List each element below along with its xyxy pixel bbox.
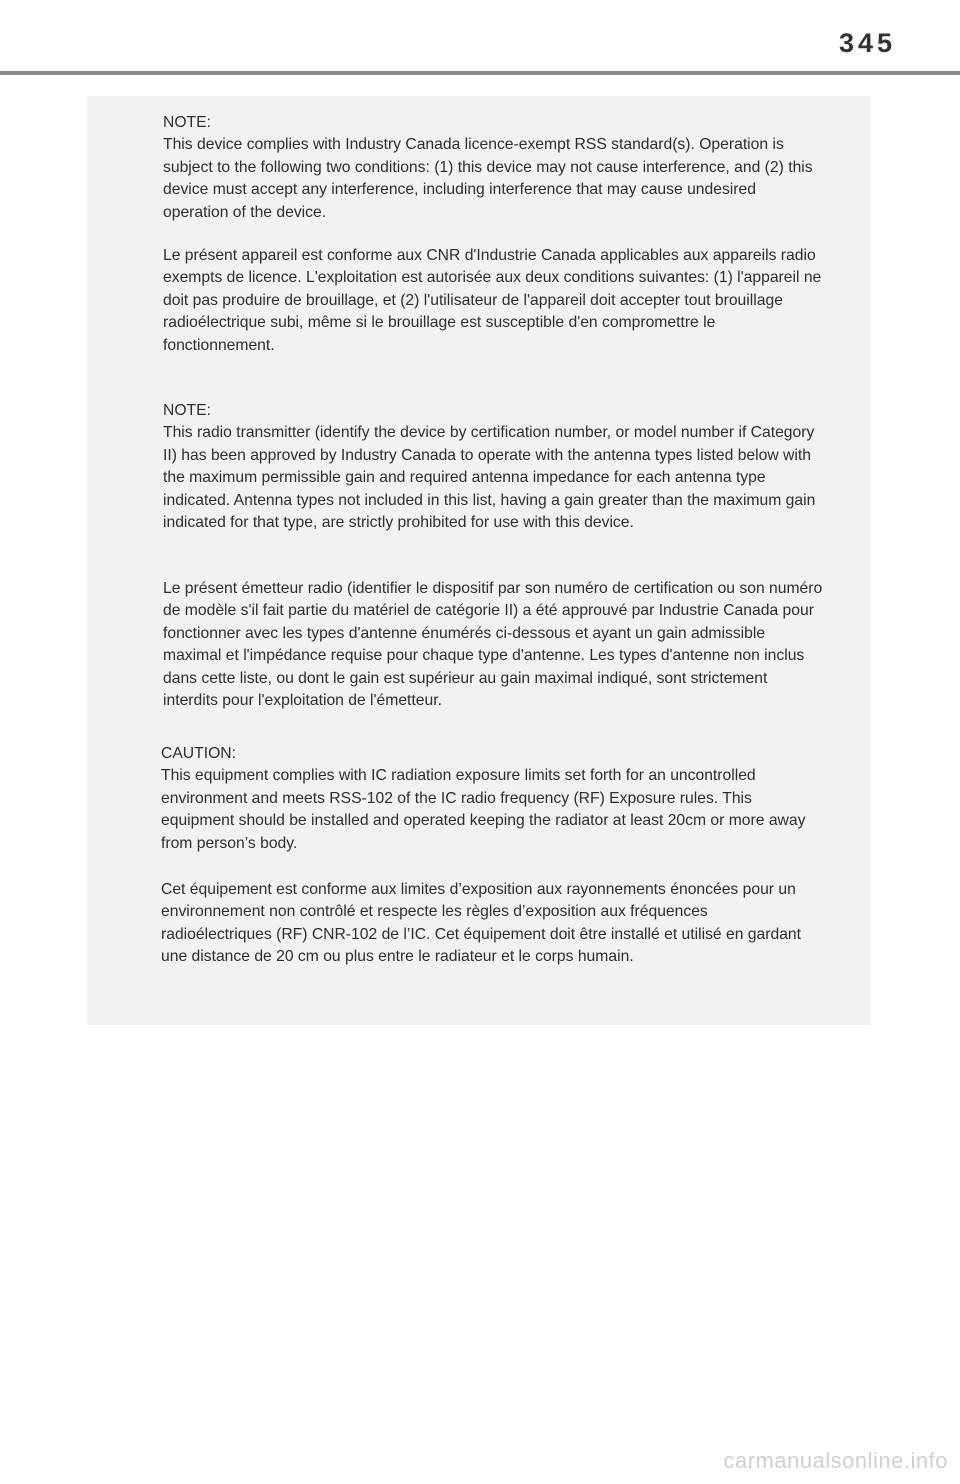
note-2-heading: NOTE: (163, 402, 211, 419)
caution-french-text: Cet équipement est conforme aux limites d’exposition aux rayonnements énoncées pour un environnement non contrôlé et respecte les règles d’exposition aux fréquences radioélectriques (RF) CNR-102 de l’IC. Cet équipement doit être installé et utilisé en gardant une distance de 20 cm ou plus entre le radiateur et le corps humain. (161, 881, 802, 966)
note-2-french-text: Le présent émetteur radio (identifier le dispositif par son numéro de certification ou son numéro de modèle s'il fait partie du matériel de catégorie II) a été approuvé par Industrie Canada pour fonctionner avec les types d'antenne énumérés ci-dessous et ayant un gain admissible maximal et l'impédance requise pour chaque type d'antenne. Les types d'antenne non inclus dans cette liste, ou dont le gain est supérieur au gain maximal indiqué, sont strictement interdits pour l'exploitation de l'émetteur. (163, 580, 823, 710)
note-section-1 (163, 112, 823, 224)
note-1-heading: NOTE: (163, 114, 211, 131)
page-number: 345 (838, 28, 896, 58)
caution-english-text: This equipment complies with IC radiation exposure limits set forth for an uncontrolled environment and meets RSS-102 of the IC radio frequency (RF) Exposure rules. This equipment should be installed and operated keeping the radiator at least 20cm or more away from person’s body. (161, 767, 806, 852)
header-divider (0, 71, 960, 75)
caution-heading: CAUTION: (161, 745, 236, 762)
caution-section (161, 743, 821, 855)
note-1-french-text: Le présent appareil est conforme aux CNR d'Industrie Canada applicables aux appareils radio exempts de licence. L'exploitation est autorisée aux deux conditions suivantes: (1) l'appareil ne doit pas produire de brouillage, et (2) l'utilisateur de l'appareil doit accepter tout brouillage radioélectrique subi, même si le brouillage est susceptible d'en compromettre le fonctionnement. (163, 247, 822, 354)
note-1-english-text: This device complies with Industry Canada licence-exempt RSS standard(s). Operation is subject to the following two conditions: (1) this device may not cause interference, and (2) this device must accept any interference, including interference that may cause undesired operation of the device. (163, 136, 813, 221)
site-watermark: carmanualsonline.info (723, 1448, 948, 1473)
note-section-2 (163, 400, 823, 534)
note-2-english-text: This radio transmitter (identify the device by certification number, or model number if Category II) has been approved by Industry Canada to operate with the antenna types listed below with the maximum permissible gain and required antenna impedance for each antenna type indicated. Antenna types not included in this list, having a gain greater than the maximum gain indicated for that type, are strictly prohibited for use with this device. (163, 424, 816, 532)
